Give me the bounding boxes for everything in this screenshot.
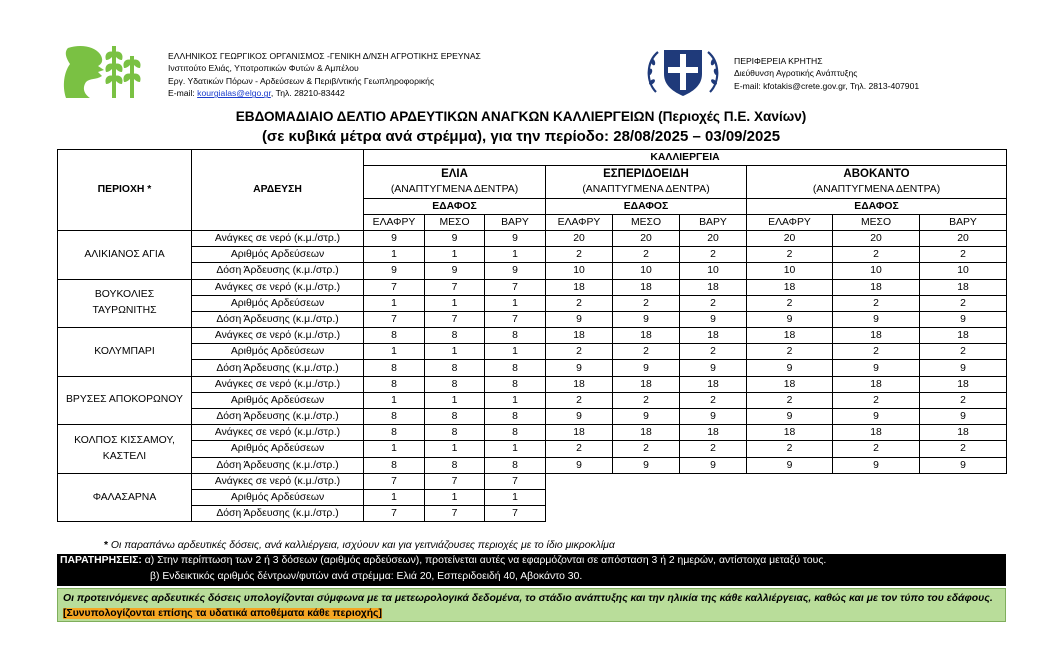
table-row — [58, 360, 1007, 376]
value-cell — [833, 489, 920, 505]
value-cell: 9 — [485, 230, 546, 246]
value-cell: 9 — [613, 311, 680, 327]
value-cell — [833, 506, 920, 522]
value-cell: 8 — [485, 457, 546, 473]
value-cell: 1 — [425, 392, 485, 408]
soil-type-0-2: ΒΑΡΥ — [485, 214, 546, 230]
value-cell: 1 — [485, 295, 546, 311]
value-cell: 2 — [920, 247, 1007, 263]
org-name: ΕΛΛΗΝΙΚΟΣ ΓΕΩΡΓΙΚΟΣ ΟΡΓΑΝΙΣΜΟΣ -ΓΕΝΙΚΗ Δ/ΝΣΗ ΑΓΡΟΤΙΚΗΣ ΕΡΕΥΝΑΣ — [168, 51, 481, 61]
table-row — [58, 344, 1007, 360]
value-cell: 18 — [920, 328, 1007, 344]
value-cell: 7 — [425, 473, 485, 489]
contact-line-right: E-mail: kfotakis@crete.gov.gr, Τηλ. 2813-407901 — [734, 80, 920, 91]
value-cell: 18 — [546, 425, 613, 441]
value-cell: 2 — [680, 295, 747, 311]
table-row — [58, 328, 1007, 344]
crop-name-2: ΑΒΟΚΑΝΤΟ — [747, 166, 1007, 182]
value-cell: 8 — [364, 360, 425, 376]
crop-name-1: ΕΣΠΕΡΙΔΟΕΙΔΗ — [546, 166, 747, 182]
value-cell: 9 — [680, 457, 747, 473]
table-row — [58, 230, 1007, 246]
value-cell: 2 — [833, 295, 920, 311]
value-cell: 18 — [680, 425, 747, 441]
value-cell: 8 — [485, 409, 546, 425]
row-label: Δόση Άρδευσης (κ.μ./στρ.) — [192, 457, 364, 473]
table-row — [58, 489, 1007, 505]
email-prefix: E-mail: — [168, 88, 198, 99]
greek-emblem-icon — [640, 42, 726, 102]
value-cell: 2 — [920, 441, 1007, 457]
row-label: Αριθμός Αρδεύσεων — [192, 489, 364, 505]
value-cell: 2 — [613, 295, 680, 311]
crop-sub-0: (ΑΝΑΠΤΥΓΜΕΝΑ ΔΕΝΤΡΑ) — [364, 182, 546, 198]
value-cell: 8 — [364, 457, 425, 473]
value-cell — [546, 489, 613, 505]
row-label: Αριθμός Αρδεύσεων — [192, 392, 364, 408]
value-cell — [613, 473, 680, 489]
value-cell: 2 — [613, 441, 680, 457]
value-cell: 9 — [747, 409, 833, 425]
value-cell: 1 — [364, 441, 425, 457]
value-cell: 1 — [425, 441, 485, 457]
row-label: Αριθμός Αρδεύσεων — [192, 295, 364, 311]
value-cell: 9 — [833, 409, 920, 425]
value-cell: 8 — [425, 457, 485, 473]
value-cell: 2 — [747, 344, 833, 360]
value-cell: 2 — [747, 295, 833, 311]
value-cell: 7 — [425, 311, 485, 327]
value-cell: 1 — [425, 344, 485, 360]
value-cell: 18 — [680, 328, 747, 344]
document-subtitle: (σε κυβικά μέτρα ανά στρέμμα), για την περίοδο: 28/08/2025 – 03/09/2025 — [261, 128, 781, 145]
table-row — [58, 441, 1007, 457]
elgo-logo-icon — [60, 42, 152, 100]
methodology-text: Οι προτεινόμενες αρδευτικές δόσεις υπολογίζονται σύμφωνα με τα μετεωρολογικά δεδομένα, το στάδιο ανάπτυξης και την ηλικία της κάθε καλλιέργειας, καθώς και με τον τύπο του εδάφους. — [63, 593, 993, 604]
header-right — [640, 42, 1000, 102]
value-cell: 9 — [613, 457, 680, 473]
table-row — [58, 247, 1007, 263]
value-cell: 1 — [364, 247, 425, 263]
value-cell: 20 — [747, 230, 833, 246]
value-cell: 2 — [920, 295, 1007, 311]
value-cell: 7 — [425, 279, 485, 295]
value-cell: 9 — [425, 230, 485, 246]
value-cell: 9 — [920, 360, 1007, 376]
region-name: ΠΕΡΙΦΕΡΕΙΑ ΚΡΗΤΗΣ — [734, 56, 823, 66]
soil-type-1-1: ΜΕΣΟ — [613, 214, 680, 230]
value-cell — [613, 506, 680, 522]
value-cell: 9 — [364, 230, 425, 246]
row-label: Ανάγκες σε νερό (κ.μ./στρ.) — [192, 473, 364, 489]
table-row — [58, 473, 1007, 489]
value-cell: 7 — [485, 279, 546, 295]
row-label: Αριθμός Αρδεύσεων — [192, 344, 364, 360]
value-cell: 18 — [920, 279, 1007, 295]
value-cell: 18 — [546, 376, 613, 392]
value-cell: 18 — [747, 376, 833, 392]
value-cell: 8 — [364, 328, 425, 344]
value-cell: 18 — [613, 425, 680, 441]
value-cell: 9 — [920, 457, 1007, 473]
value-cell: 2 — [546, 392, 613, 408]
value-cell: 9 — [680, 311, 747, 327]
value-cell: 18 — [833, 376, 920, 392]
value-cell: 2 — [680, 247, 747, 263]
value-cell: 10 — [747, 263, 833, 279]
value-cell: 9 — [364, 263, 425, 279]
email-link[interactable]: kourgialas@elgo.gr — [197, 88, 271, 99]
col-region-header: ΠΕΡΙΟΧΗ * — [58, 150, 192, 231]
irrigation-table — [57, 149, 1007, 522]
value-cell: 9 — [833, 360, 920, 376]
value-cell: 7 — [485, 473, 546, 489]
phone: , Τηλ. 28210-83442 — [270, 88, 345, 99]
value-cell: 9 — [546, 457, 613, 473]
value-cell: 8 — [485, 360, 546, 376]
region-name-4: ΚΟΛΠΟΣ ΚΙΣΣΑΜΟΥ, ΚΑΣΤΕΛΙ — [58, 425, 192, 474]
value-cell: 20 — [920, 230, 1007, 246]
value-cell: 7 — [364, 473, 425, 489]
value-cell — [747, 473, 833, 489]
value-cell — [546, 506, 613, 522]
row-label: Ανάγκες σε νερό (κ.μ./στρ.) — [192, 279, 364, 295]
col-irrigation-header: ΑΡΔΕΥΣΗ — [192, 150, 364, 231]
methodology-note — [57, 588, 1006, 622]
value-cell: 10 — [546, 263, 613, 279]
table-row — [58, 376, 1007, 392]
region-name-0: ΑΛΙΚΙΑΝΟΣ ΑΓΙΑ — [58, 230, 192, 279]
remark-a — [60, 555, 826, 566]
lab-name: Εργ. Υδατικών Πόρων - Αρδεύσεων & Περιβ/ντικής Γεωπληροφορικής — [168, 75, 435, 86]
soil-type-2-1: ΜΕΣΟ — [833, 214, 920, 230]
value-cell: 18 — [833, 279, 920, 295]
table-row — [58, 457, 1007, 473]
region-name-2: ΚΟΛΥΜΠΑΡΙ — [58, 328, 192, 377]
value-cell: 7 — [425, 506, 485, 522]
table-row — [58, 425, 1007, 441]
soil-type-0-0: ΕΛΑΦΡΥ — [364, 214, 425, 230]
header-left — [60, 40, 500, 100]
value-cell: 7 — [485, 506, 546, 522]
value-cell: 2 — [920, 392, 1007, 408]
row-label: Δόση Άρδευσης (κ.μ./στρ.) — [192, 506, 364, 522]
table-row — [58, 311, 1007, 327]
value-cell: 2 — [546, 247, 613, 263]
value-cell — [680, 473, 747, 489]
value-cell: 20 — [613, 230, 680, 246]
header-right-text — [734, 55, 919, 92]
value-cell: 2 — [833, 441, 920, 457]
value-cell: 8 — [364, 425, 425, 441]
row-label: Ανάγκες σε νερό (κ.μ./στρ.) — [192, 376, 364, 392]
value-cell: 1 — [364, 295, 425, 311]
header-row-crops — [58, 150, 1007, 166]
value-cell: 1 — [364, 344, 425, 360]
value-cell: 8 — [425, 328, 485, 344]
value-cell: 18 — [613, 279, 680, 295]
value-cell: 9 — [680, 360, 747, 376]
value-cell: 2 — [920, 344, 1007, 360]
value-cell — [546, 473, 613, 489]
remark-a-text: α) Στην περίπτωση των 2 ή 3 δόσεων (αριθμός αρδεύσεων), προτείνεται αυτές να εφαρμόζονται σε απόσταση 3 ή 2 ημερών, αντίστοιχα μεταξύ τους. — [141, 555, 827, 566]
value-cell: 1 — [425, 489, 485, 505]
value-cell: 18 — [680, 279, 747, 295]
value-cell: 7 — [364, 279, 425, 295]
value-cell: 1 — [425, 247, 485, 263]
row-label: Ανάγκες σε νερό (κ.μ./στρ.) — [192, 328, 364, 344]
value-cell — [833, 473, 920, 489]
directorate-name: Διεύθυνση Αγροτικής Ανάπτυξης — [734, 68, 858, 79]
value-cell — [613, 489, 680, 505]
row-label: Ανάγκες σε νερό (κ.μ./στρ.) — [192, 425, 364, 441]
value-cell: 2 — [747, 441, 833, 457]
value-cell: 2 — [833, 344, 920, 360]
value-cell: 8 — [364, 376, 425, 392]
value-cell: 2 — [680, 392, 747, 408]
value-cell: 18 — [613, 328, 680, 344]
value-cell: 9 — [546, 409, 613, 425]
value-cell: 7 — [364, 506, 425, 522]
soil-type-0-1: ΜΕΣΟ — [425, 214, 485, 230]
value-cell: 2 — [546, 441, 613, 457]
value-cell: 10 — [613, 263, 680, 279]
value-cell: 20 — [833, 230, 920, 246]
value-cell: 18 — [833, 328, 920, 344]
methodology-highlight: [Συνυπολογίζονται επίσης τα υδατικά αποθέματα κάθε περιοχής] — [63, 607, 382, 619]
contact-line — [168, 87, 481, 99]
table-row — [58, 263, 1007, 279]
value-cell: 18 — [613, 376, 680, 392]
value-cell: 18 — [920, 376, 1007, 392]
table-row — [58, 295, 1007, 311]
value-cell: 18 — [546, 279, 613, 295]
value-cell: 9 — [425, 263, 485, 279]
row-label: Δόση Άρδευσης (κ.μ./στρ.) — [192, 360, 364, 376]
value-cell: 2 — [613, 344, 680, 360]
soil-type-1-0: ΕΛΑΦΡΥ — [546, 214, 613, 230]
soil-type-2-0: ΕΛΑΦΡΥ — [747, 214, 833, 230]
value-cell: 10 — [680, 263, 747, 279]
row-label: Ανάγκες σε νερό (κ.μ./στρ.) — [192, 230, 364, 246]
value-cell: 1 — [485, 344, 546, 360]
soil-type-2-2: ΒΑΡΥ — [920, 214, 1007, 230]
value-cell: 9 — [833, 311, 920, 327]
crop-sub-2: (ΑΝΑΠΤΥΓΜΕΝΑ ΔΕΝΤΡΑ) — [747, 182, 1007, 198]
row-label: Αριθμός Αρδεύσεων — [192, 441, 364, 457]
value-cell: 2 — [833, 392, 920, 408]
value-cell: 9 — [747, 360, 833, 376]
value-cell: 2 — [546, 295, 613, 311]
value-cell: 9 — [485, 263, 546, 279]
soil-type-1-2: ΒΑΡΥ — [680, 214, 747, 230]
value-cell: 9 — [833, 457, 920, 473]
row-label: Δόση Άρδευσης (κ.μ./στρ.) — [192, 263, 364, 279]
value-cell: 9 — [546, 360, 613, 376]
value-cell: 8 — [425, 409, 485, 425]
value-cell: 10 — [833, 263, 920, 279]
value-cell: 20 — [680, 230, 747, 246]
value-cell: 8 — [485, 376, 546, 392]
table-row — [58, 279, 1007, 295]
value-cell: 1 — [485, 489, 546, 505]
value-cell: 9 — [613, 409, 680, 425]
remarks-lead: ΠΑΡΑΤΗΡΗΣΕΙΣ: — [60, 555, 142, 566]
value-cell: 8 — [425, 376, 485, 392]
remark-b: β) Ενδεικτικός αριθμός δέντρων/φυτών ανά στρέμμα: Ελιά 20, Εσπεριδοειδή 40, Αβοκάντο 30. — [150, 571, 583, 582]
footnote-text: Οι παραπάνω αρδευτικές δόσεις, ανά καλλιέργεια, ισχύουν και για γειτνιάζουσες περιοχές με το ίδιο μικροκλίμα — [108, 540, 615, 551]
value-cell: 18 — [747, 425, 833, 441]
crops-header: ΚΑΛΛΙΕΡΓΕΙΑ — [364, 150, 1007, 166]
value-cell: 2 — [833, 247, 920, 263]
value-cell: 2 — [747, 247, 833, 263]
soil-header-2: ΕΔΑΦΟΣ — [747, 198, 1007, 214]
value-cell: 18 — [546, 328, 613, 344]
value-cell: 9 — [613, 360, 680, 376]
value-cell — [920, 489, 1007, 505]
value-cell — [920, 506, 1007, 522]
crop-sub-1: (ΑΝΑΠΤΥΓΜΕΝΑ ΔΕΝΤΡΑ) — [546, 182, 747, 198]
value-cell: 2 — [747, 392, 833, 408]
value-cell — [747, 489, 833, 505]
region-name-1: ΒΟΥΚΟΛΙΕΣ ΤΑΥΡΩΝΙΤΗΣ — [58, 279, 192, 328]
value-cell: 1 — [485, 441, 546, 457]
value-cell: 9 — [747, 457, 833, 473]
value-cell: 8 — [485, 328, 546, 344]
value-cell: 9 — [546, 311, 613, 327]
institute-name: Ινστιτούτο Ελιάς, Υποτροπικών Φυτών & Αμπέλου — [168, 63, 359, 74]
value-cell: 2 — [680, 344, 747, 360]
row-label: Δόση Άρδευσης (κ.μ./στρ.) — [192, 311, 364, 327]
value-cell — [747, 506, 833, 522]
document-title: ΕΒΔΟΜΑΔΙΑΙΟ ΔΕΛΤΙΟ ΑΡΔΕΥΤΙΚΩΝ ΑΝΑΓΚΩΝ ΚΑΛΛΙΕΡΓΕΙΩΝ (Περιοχές Π.Ε. Χανίων) — [235, 109, 807, 124]
value-cell — [680, 506, 747, 522]
remarks-bar — [57, 554, 1006, 586]
value-cell: 1 — [425, 295, 485, 311]
row-label: Αριθμός Αρδεύσεων — [192, 247, 364, 263]
region-name-5: ΦΑΛΑΣΑΡΝΑ — [58, 473, 192, 522]
value-cell: 10 — [920, 263, 1007, 279]
header-left-text — [168, 50, 481, 100]
table-row — [58, 392, 1007, 408]
crop-name-0: ΕΛΙΑ — [364, 166, 546, 182]
value-cell: 18 — [833, 425, 920, 441]
value-cell: 7 — [485, 311, 546, 327]
value-cell: 1 — [364, 392, 425, 408]
table-row — [58, 506, 1007, 522]
value-cell: 1 — [485, 247, 546, 263]
value-cell: 9 — [920, 409, 1007, 425]
value-cell: 18 — [747, 279, 833, 295]
value-cell: 8 — [485, 425, 546, 441]
value-cell: 2 — [613, 392, 680, 408]
value-cell — [920, 473, 1007, 489]
value-cell: 9 — [920, 311, 1007, 327]
value-cell: 18 — [920, 425, 1007, 441]
value-cell: 1 — [364, 489, 425, 505]
soil-header-1: ΕΔΑΦΟΣ — [546, 198, 747, 214]
footnote — [104, 540, 615, 551]
value-cell: 8 — [425, 360, 485, 376]
soil-header-0: ΕΔΑΦΟΣ — [364, 198, 546, 214]
value-cell — [680, 489, 747, 505]
value-cell: 7 — [364, 311, 425, 327]
value-cell: 2 — [546, 344, 613, 360]
table-row — [58, 409, 1007, 425]
value-cell: 18 — [747, 328, 833, 344]
value-cell: 9 — [680, 409, 747, 425]
footnote-star: * — [104, 540, 109, 551]
value-cell: 8 — [425, 425, 485, 441]
region-name-3: ΒΡΥΣΕΣ ΑΠΟΚΟΡΩΝΟΥ — [58, 376, 192, 425]
row-label: Δόση Άρδευσης (κ.μ./στρ.) — [192, 409, 364, 425]
value-cell: 2 — [613, 247, 680, 263]
value-cell: 1 — [485, 392, 546, 408]
value-cell: 9 — [747, 311, 833, 327]
value-cell: 2 — [680, 441, 747, 457]
value-cell: 18 — [680, 376, 747, 392]
value-cell: 8 — [364, 409, 425, 425]
value-cell: 20 — [546, 230, 613, 246]
